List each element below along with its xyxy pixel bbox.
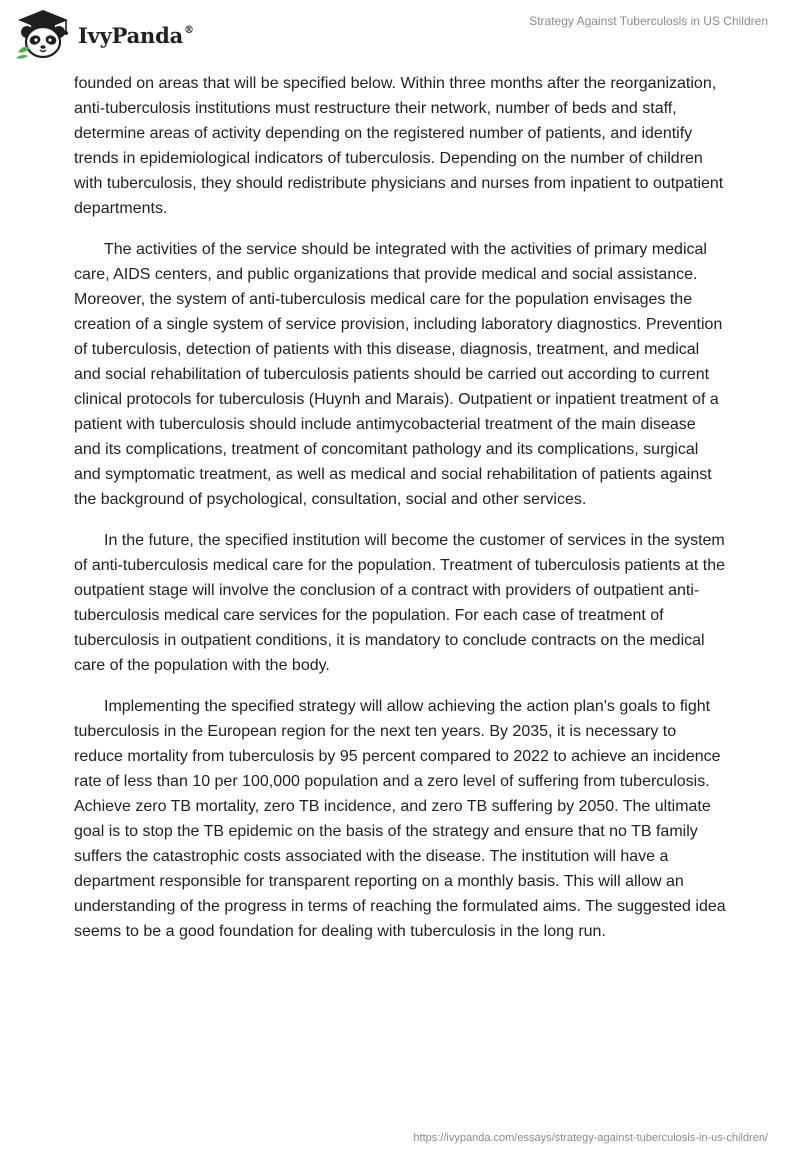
source-url[interactable]: https://ivypanda.com/essays/strategy-against-tuberculosis-in-us-children/ [413,1132,768,1144]
paragraph: The activities of the service should be integrated with the activities of primary medical care, AIDS centers, and public organizations that provide medical and social assistance. Moreover, the system of anti-tuberculosis medical care for the population envisages the creation of a single system of service provision, including laboratory diagnostics. Prevention of tuberculosis, detection of patients with this disease, diagnosis, treatment, and medical and social rehabilitation of tuberculosis patients should be carried out according to current clinical protocols for tuberculosis (Huynh and Marais). Outpatient or inpatient treatment of a patient with tuberculosis should include antimycobacterial treatment of the main disease and its complications, treatment of concomitant pathology and its complications, surgical and symptomatic treatment, as well as medical and social rehabilitation of patients against the background of psychological, consultation, social and other services. [74,241,723,508]
paragraph: In the future, the specified institution will become the customer of services in the system of anti-tuberculosis medical care for the population. Treatment of tuberculosis patients at the outpatient stage will involve the conclusion of a contract with providers of outpatient anti-tuberculosis medical care services for the population. For each case of treatment of tuberculosis in outpatient conditions, it is mandatory to conclude contracts on the medical care of the population with the body. [74,532,726,674]
essay-body [74,71,726,960]
ivypanda-logo[interactable] [14,8,224,60]
panda-graduation-cap-icon [14,8,72,60]
page-header [0,0,800,70]
logo-text: IvyPanda® [78,22,194,48]
paragraph: Implementing the specified strategy will allow achieving the action plan's goals to fight tuberculosis in the European region for the next ten years. By 2035, it is necessary to reduce mortality from tuberculosis by 95 percent compared to 2022 to achieve an incidence rate of less than 10 per 100,000 population and a zero level of suffering from tuberculosis. Achieve zero TB mortality, zero TB incidence, and zero TB suffering by 2050. The ultimate goal is to stop the TB epidemic on the basis of the strategy and ensure that no TB family suffers the catastrophic costs associated with the disease. The institution will have a department responsible for transparent reporting on a monthly basis. This will allow an understanding of the progress in terms of reaching the formulated aims. The suggested idea seems to be a good foundation for dealing with tuberculosis in the long run. [74,698,726,940]
document-title: Strategy Against Tuberculosis in US Children [529,14,768,28]
paragraph: founded on areas that will be specified below. Within three months after the reorganization, anti-tuberculosis institutions must restructure their network, number of beds and staff, determine areas of activity depending on the registered number of patients, and identify trends in epidemiological indicators of tuberculosis. Depending on the number of children with tuberculosis, they should redistribute physicians and nurses from inpatient to outpatient departments. [74,75,724,217]
registered-mark: ® [184,24,194,36]
